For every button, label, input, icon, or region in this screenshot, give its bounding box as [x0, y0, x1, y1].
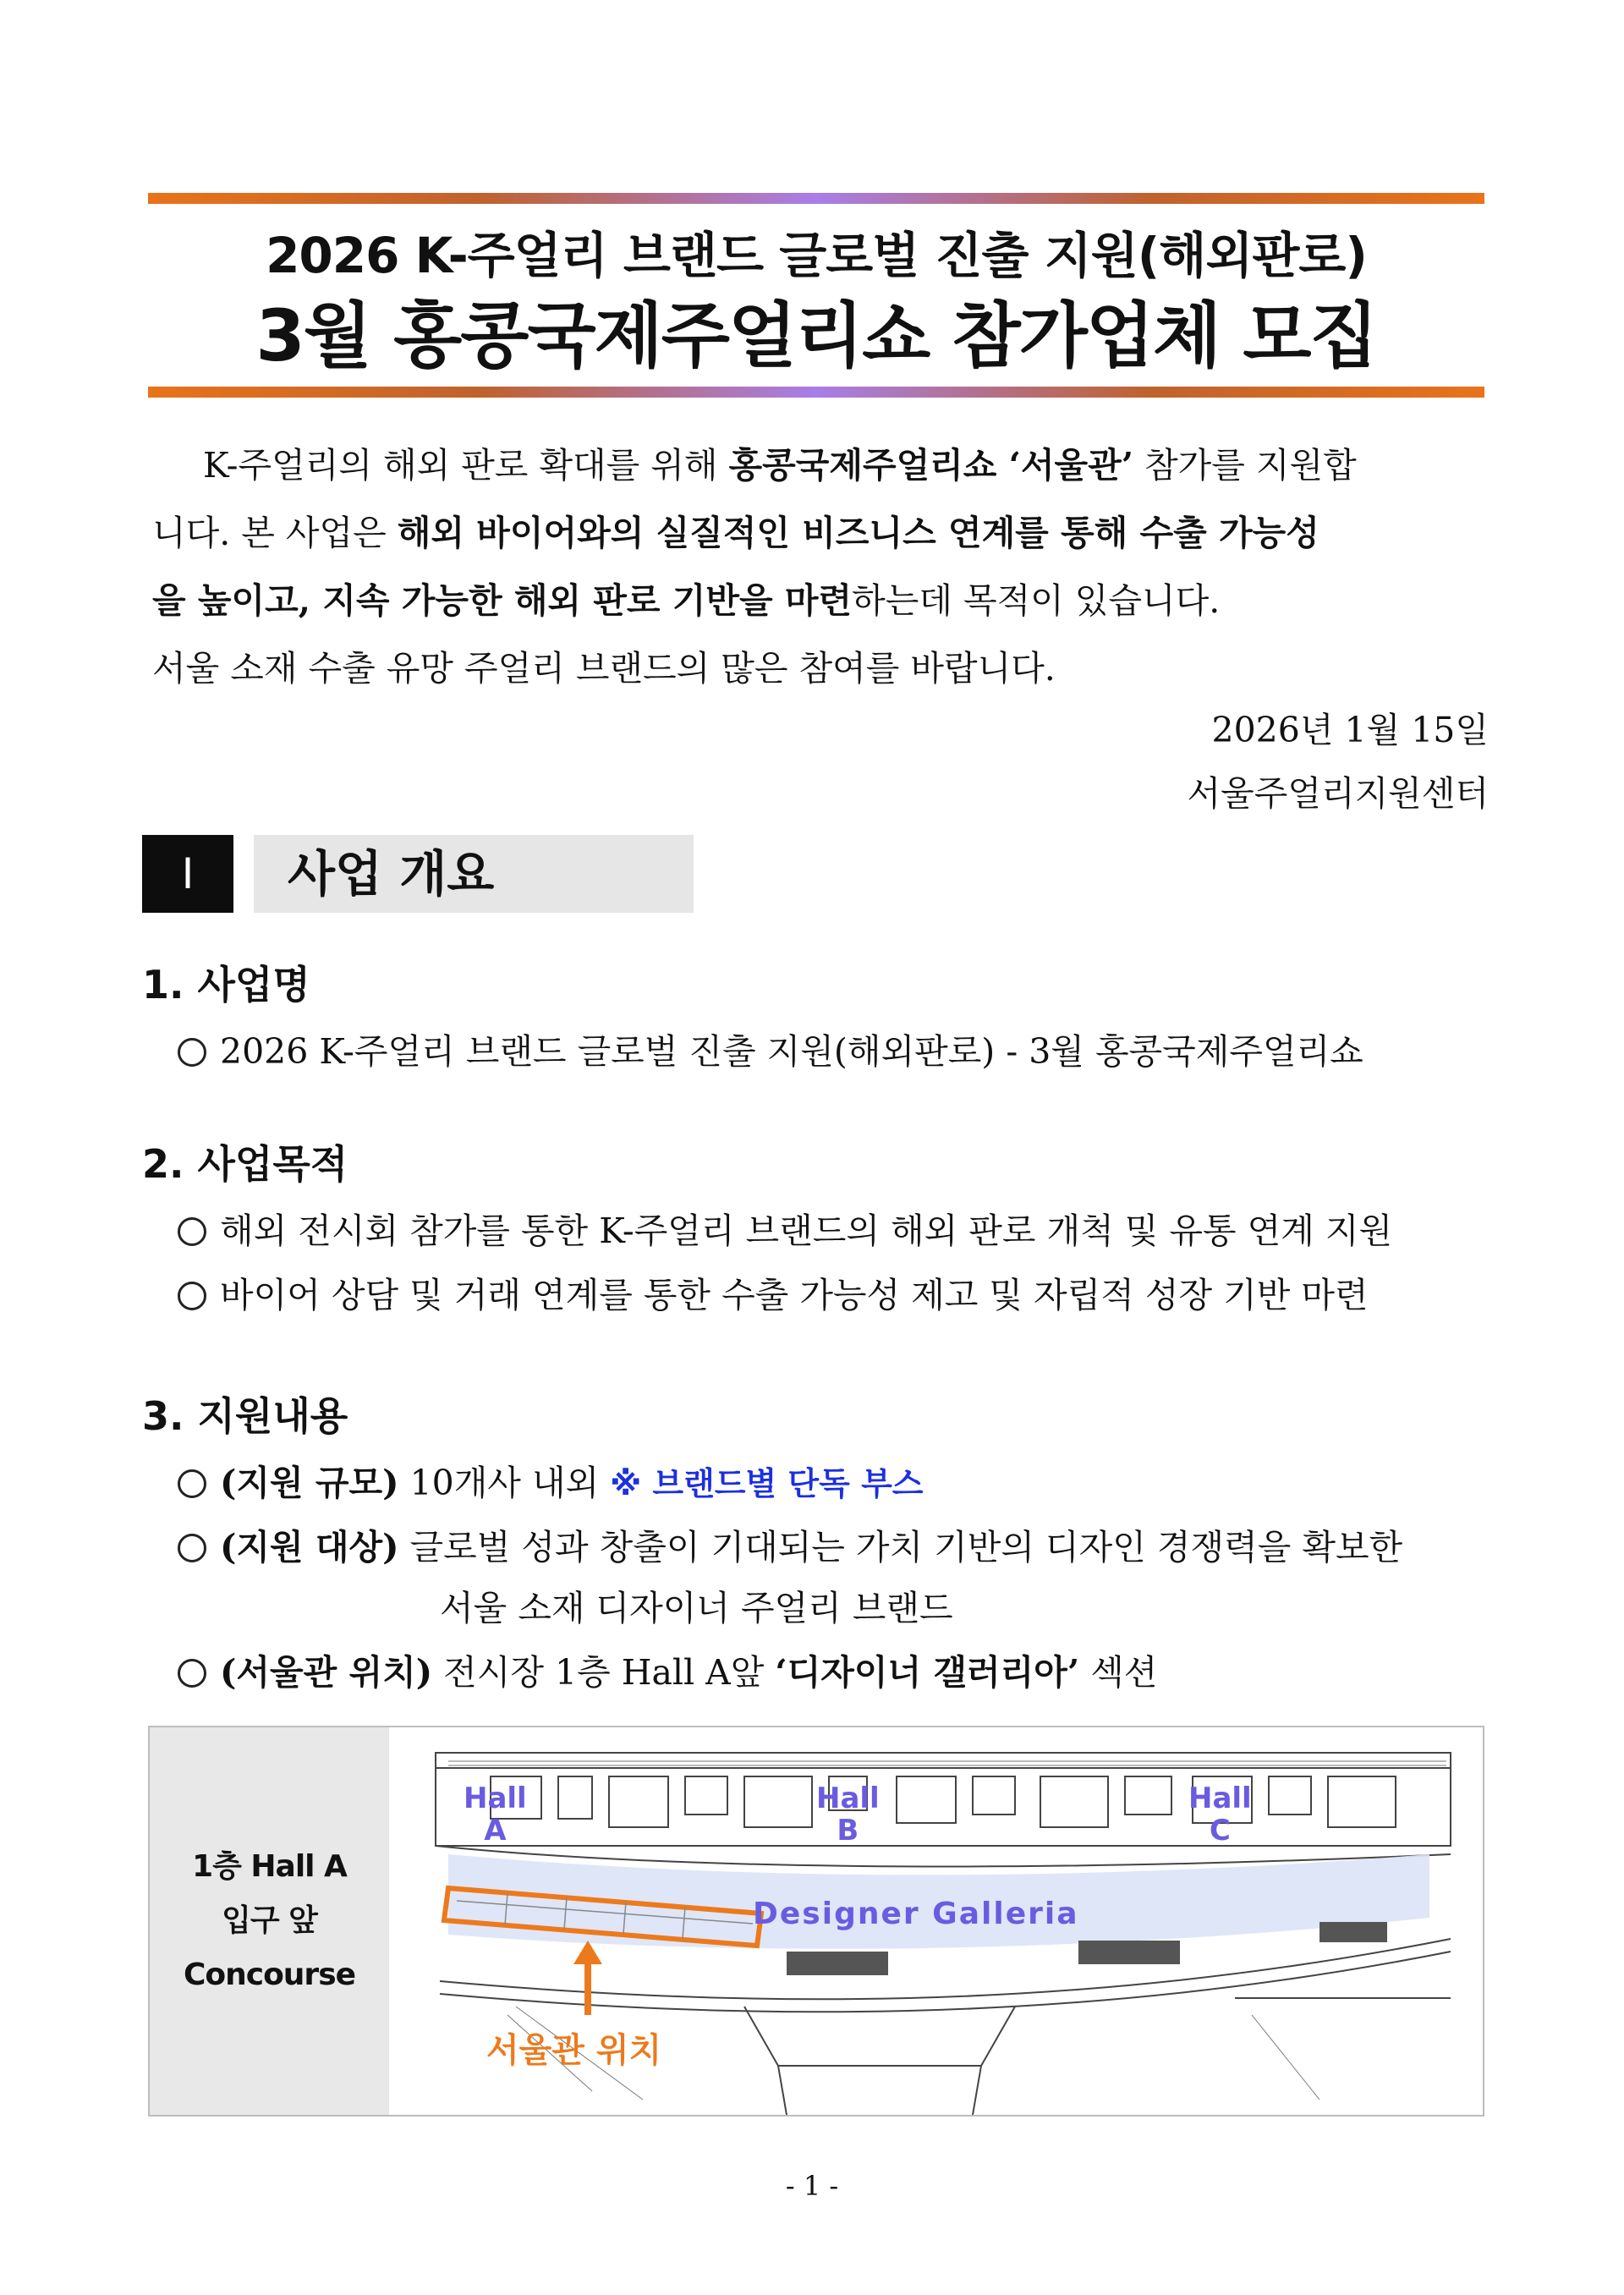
- title-bottom-line: [148, 387, 1484, 398]
- section-number: Ⅰ: [142, 835, 233, 913]
- list-item: [178, 1519, 1402, 1569]
- circle-bullet-icon: [178, 1282, 206, 1310]
- item-text: 해외 전시회 참가를 통한 K-주얼리 브랜드의 해외 판로 개척 및 유통 연계 지원: [220, 1211, 1393, 1251]
- circle-bullet-icon: [178, 1217, 206, 1246]
- hall-word: Hall: [816, 1782, 880, 1815]
- intro-text: 서울 소재 수출 유망 주얼리 브랜드의 많은 참여를 바랍니다.: [152, 648, 1056, 689]
- intro-bold: 해외 바이어와의 실질적인 비즈니스 연계를 통해 수출 가능성: [397, 513, 1320, 553]
- circle-bullet-icon: [178, 1659, 206, 1688]
- section-title: 사업 개요: [254, 835, 694, 913]
- page-number: - 1 -: [785, 2170, 839, 2202]
- caption-line: 입구 앞: [222, 1903, 317, 1938]
- hall-a-label: [464, 1782, 527, 1847]
- hall-letter: A: [484, 1814, 507, 1848]
- heading-business-name: 1. 사업명: [142, 962, 310, 1007]
- hall-letter: B: [837, 1814, 859, 1848]
- item-text: 10개사 내외: [398, 1463, 611, 1503]
- item-text: 섹션: [1079, 1652, 1158, 1693]
- hall-word: Hall: [464, 1782, 527, 1815]
- circle-bullet-icon: [178, 1534, 206, 1562]
- list-item: [178, 1455, 924, 1505]
- circle-bullet-icon: [178, 1038, 206, 1067]
- item-text: 바이어 상담 및 거래 연계를 통한 수출 가능성 제고 및 자립적 성장 기반 마련: [220, 1275, 1369, 1315]
- item-bold: ‘디자이너 갤러리아’: [775, 1652, 1080, 1693]
- title-main: 3월 홍콩국제주얼리쇼 참가업체 모집: [255, 294, 1377, 377]
- intro-text: 니다. 본 사업은: [152, 513, 398, 553]
- hall-b-label: [816, 1782, 880, 1847]
- notice-org: 서울주얼리지원센터: [1187, 773, 1489, 814]
- hall-letter: C: [1209, 1814, 1231, 1848]
- intro-paragraph: [152, 431, 1489, 702]
- caption-line: 1층 Hall A: [192, 1849, 347, 1884]
- notice-date: 2026년 1월 15일: [1211, 710, 1489, 750]
- floor-plan: [389, 1727, 1483, 2115]
- item-text: 글로벌 성과 창출이 기대되는 가치 기반의 디자인 경쟁력을 확보한: [398, 1527, 1403, 1568]
- figure-caption-panel: [150, 1727, 389, 2115]
- item-text: 전시장 1층 Hall A앞: [432, 1652, 776, 1693]
- hall-word: Hall: [1188, 1782, 1252, 1815]
- title-subtitle: 2026 K-주얼리 브랜드 글로벌 진출 지원(해외판로): [266, 227, 1367, 284]
- heading-support-content: 3. 지원내용: [142, 1393, 348, 1439]
- item-label: (지원 대상): [220, 1527, 399, 1568]
- list-item: [178, 1267, 1369, 1317]
- venue-map-figure: [148, 1726, 1484, 2117]
- circle-bullet-icon: [178, 1469, 206, 1498]
- item-text: 2026 K-주얼리 브랜드 글로벌 진출 지원(해외판로) - 3월 홍콩국제주얼리쇼: [220, 1031, 1363, 1072]
- caption-line: Concourse: [183, 1957, 356, 1992]
- item-label: (지원 규모): [220, 1463, 399, 1503]
- heading-business-purpose: 2. 사업목적: [142, 1141, 348, 1187]
- hall-c-label: [1188, 1782, 1252, 1847]
- list-item: [178, 1644, 1157, 1694]
- list-item: [178, 1024, 1363, 1073]
- list-item: [178, 1203, 1392, 1253]
- intro-bold: 홍콩국제주얼리쇼 ‘서울관’: [728, 445, 1134, 486]
- intro-text: 하는데 목적이 있습니다.: [852, 580, 1221, 621]
- title-top-line: [148, 193, 1484, 204]
- item-label: (서울관 위치): [220, 1652, 433, 1693]
- seoul-pavilion-label: 서울관 위치: [486, 2031, 662, 2070]
- intro-bold: 을 높이고, 지속 가능한 해외 판로 기반을 마련: [152, 580, 853, 621]
- intro-text: 참가를 지원합: [1133, 445, 1357, 486]
- booth-note: ※ 브랜드별 단독 부스: [610, 1465, 924, 1502]
- list-item-continuation: 서울 소재 디자이너 주얼리 브랜드: [440, 1588, 953, 1628]
- galleria-label: Designer Galleria: [753, 1897, 1079, 1931]
- intro-text: K-주얼리의 해외 판로 확대를 위해: [203, 445, 729, 486]
